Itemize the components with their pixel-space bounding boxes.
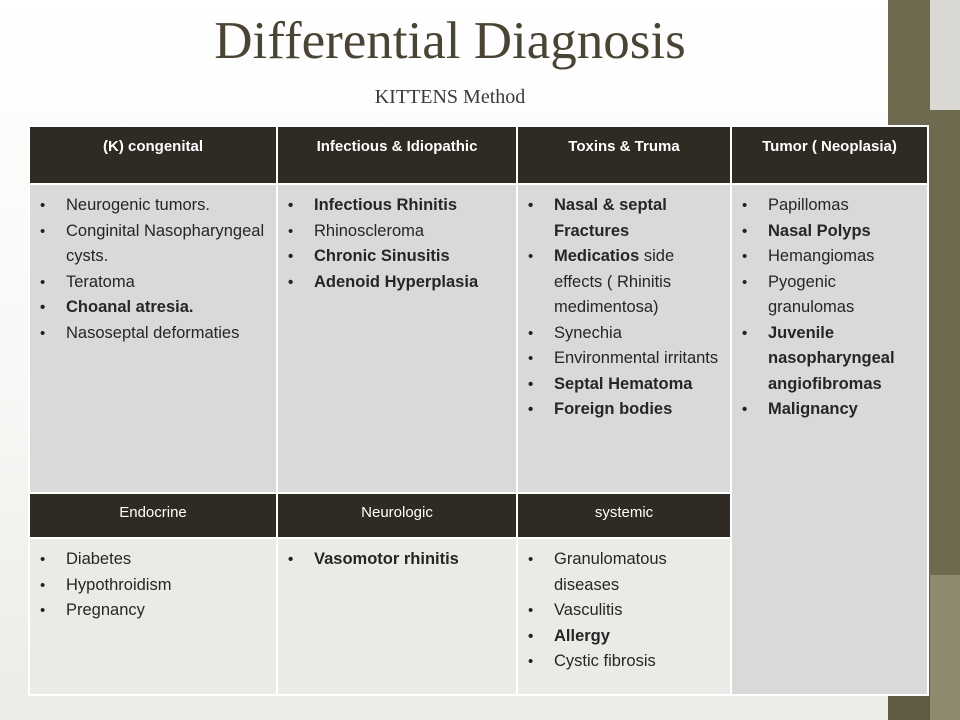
- list-item: • Vasomotor rhinitis: [286, 547, 510, 573]
- list-item: • Conginital Nasopharyngeal cysts.: [38, 219, 270, 270]
- cell-infectious-idiopathic: [278, 185, 516, 492]
- list-item: • Cystic fibrosis: [526, 649, 724, 675]
- list-congenital: [38, 193, 270, 346]
- cell-neurologic: [278, 539, 516, 694]
- list-item: • Malignancy: [740, 397, 921, 423]
- header-systemic: systemic: [518, 494, 730, 537]
- header-neurologic: Neurologic: [278, 494, 516, 537]
- list-item: • Vasculitis: [526, 598, 724, 624]
- list-systemic: [526, 547, 724, 675]
- list-item: • Septal Hematoma: [526, 372, 724, 398]
- list-item: • Hypothroidism: [38, 573, 270, 599]
- list-item: • Juvenile nasopharyngeal angiofibromas: [740, 321, 921, 398]
- cell-toxins-trauma: [518, 185, 730, 492]
- list-item: • Neurogenic tumors.: [38, 193, 270, 219]
- slide-title: Differential Diagnosis: [214, 12, 686, 70]
- list-item: • Pyogenic granulomas: [740, 270, 921, 321]
- list-item: • Chronic Sinusitis: [286, 244, 510, 270]
- list-toxins-trauma: [526, 193, 724, 423]
- header-endocrine: Endocrine: [30, 494, 276, 537]
- header-tumor-neoplasia: Tumor ( Neoplasia): [732, 127, 927, 183]
- list-item: • Nasoseptal deformaties: [38, 321, 270, 347]
- list-item: • Choanal atresia.: [38, 295, 270, 321]
- list-endocrine: [38, 547, 270, 624]
- list-item: • Nasal Polyps: [740, 219, 921, 245]
- list-item: • Adenoid Hyperplasia: [286, 270, 510, 296]
- list-item: • Medicatios side effects ( Rhinitis medimentosa): [526, 244, 724, 321]
- header-congenital: (K) congenital: [30, 127, 276, 183]
- list-neurologic: [286, 547, 510, 573]
- cell-tumor-neoplasia: [732, 185, 927, 694]
- side-decoration-top-block: [930, 0, 960, 110]
- list-item: • Teratoma: [38, 270, 270, 296]
- list-tumor-neoplasia: [740, 193, 921, 423]
- list-item: • Rhinoscleroma: [286, 219, 510, 245]
- list-item: • Pregnancy: [38, 598, 270, 624]
- cell-systemic: [518, 539, 730, 694]
- list-item: • Infectious Rhinitis: [286, 193, 510, 219]
- list-item: • Foreign bodies: [526, 397, 724, 423]
- list-item: • Environmental irritants: [526, 346, 724, 372]
- cell-congenital: [30, 185, 276, 492]
- list-infectious-idiopathic: [286, 193, 510, 295]
- slide-subtitle: KITTENS Method: [374, 86, 526, 108]
- header-infectious-idiopathic: Infectious & Idiopathic: [278, 127, 516, 183]
- side-decoration-bottom-accent: [930, 575, 960, 720]
- list-item: • Nasal & septal Fractures: [526, 193, 724, 244]
- list-item: • Allergy: [526, 624, 724, 650]
- list-item: • Synechia: [526, 321, 724, 347]
- differential-table: [28, 125, 929, 696]
- list-item: • Diabetes: [38, 547, 270, 573]
- list-item: • Papillomas: [740, 193, 921, 219]
- cell-endocrine: [30, 539, 276, 694]
- list-item: • Granulomatous diseases: [526, 547, 724, 598]
- header-toxins-trauma: Toxins & Truma: [518, 127, 730, 183]
- list-item: • Hemangiomas: [740, 244, 921, 270]
